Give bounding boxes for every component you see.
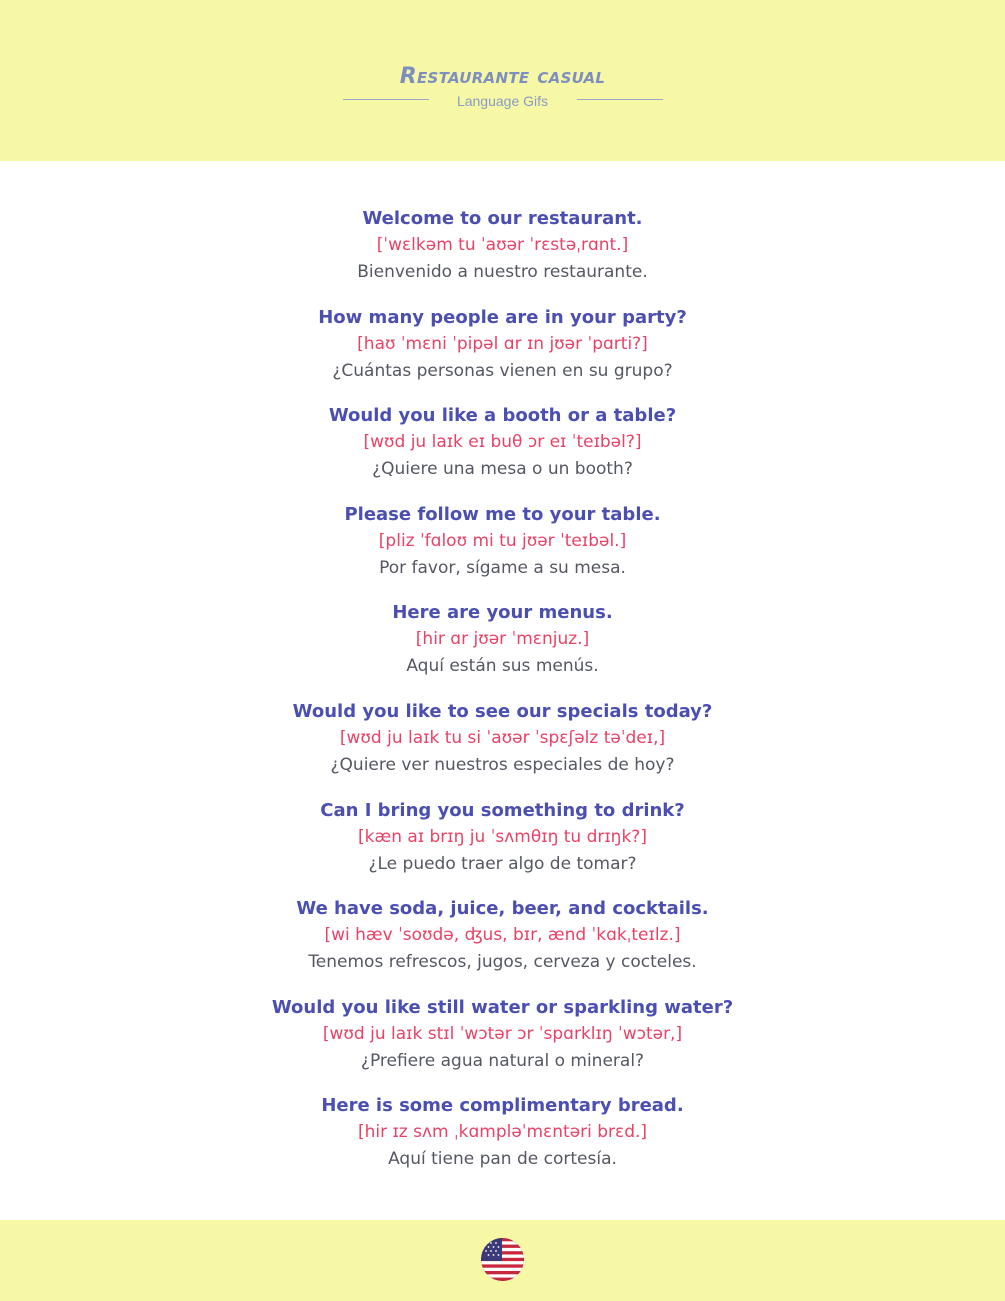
spanish-translation: Bienvenido a nuestro restaurante. <box>357 262 648 282</box>
ipa-transcription: [wʊd ju laɪk stɪl ˈwɔtər ɔr ˈspɑrklɪŋ ˈwɔtər,] <box>322 1023 683 1044</box>
english-phrase: Here are your menus. <box>392 602 613 624</box>
spanish-translation: ¿Quiere ver nuestros especiales de hoy? <box>330 754 675 775</box>
english-phrase: Would you like a booth or a table? <box>328 405 677 427</box>
spanish-translation: ¿Le puedo traer algo de tomar? <box>368 853 637 874</box>
spanish-translation: Aquí tiene pan de cortesía. <box>388 1149 617 1170</box>
ipa-transcription: [hir ɪz sʌm ˌkɑmpləˈmɛntəri brɛd.] <box>357 1122 648 1143</box>
phrase-item <box>0 798 1005 897</box>
ipa-transcription: [ˈwɛlkəm tu ˈaʊər ˈrɛstəˌrɑnt.] <box>376 235 629 255</box>
ipa-transcription: [pliz ˈfɑloʊ mi tu jʊər ˈteɪbəl.] <box>378 530 627 551</box>
ipa-transcription: [haʊ ˈmɛni ˈpipəl ɑr ɪn jʊər ˈpɑrti?] <box>357 333 648 354</box>
phrase-list <box>0 206 1005 1192</box>
spanish-translation: Por favor, sígame a su mesa. <box>379 557 626 578</box>
ipa-transcription: [wi hæv ˈsoʊdə, ʤus, bɪr, ænd ˈkɑkˌteɪlz.] <box>324 925 681 946</box>
phrase-item <box>0 502 1005 601</box>
phrase-item <box>0 995 1005 1094</box>
spanish-translation: ¿Prefiere agua natural o mineral? <box>360 1050 645 1071</box>
english-phrase: How many people are in your party? <box>318 306 687 328</box>
footer-band <box>0 1220 1005 1301</box>
english-phrase: Please follow me to your table. <box>344 503 661 525</box>
english-phrase: Can I bring you something to drink? <box>320 799 685 821</box>
ipa-transcription: [wʊd ju laɪk tu si ˈaʊər ˈspɛʃəlz təˈdeɪ,] <box>339 727 666 748</box>
phrase-item <box>0 206 1005 305</box>
english-phrase: Would you like to see our specials today? <box>292 700 713 722</box>
page-subtitle: Language Gifs <box>456 93 549 109</box>
page-title: Restaurante casual <box>399 64 606 89</box>
spanish-translation: ¿Cuántas personas vienen en su grupo? <box>332 360 673 381</box>
english-phrase: Would you like still water or sparkling water? <box>271 996 734 1018</box>
phrase-item <box>0 403 1005 502</box>
phrase-item <box>0 1093 1005 1192</box>
ipa-transcription: [wʊd ju laɪk eɪ buθ ɔr eɪ ˈteɪbəl?] <box>363 432 642 453</box>
header-band <box>0 0 1005 161</box>
us-flag-icon[interactable] <box>481 1238 524 1281</box>
phrase-item <box>0 600 1005 699</box>
english-phrase: Welcome to our restaurant. <box>362 208 643 229</box>
phrase-item <box>0 896 1005 995</box>
ipa-transcription: [kæn aɪ brɪŋ ju ˈsʌmθɪŋ tu drɪŋk?] <box>358 826 647 847</box>
phrase-item <box>0 699 1005 798</box>
ipa-transcription: [hir ɑr jʊər ˈmɛnjuz.] <box>415 629 590 650</box>
subtitle-rule-right <box>577 99 663 100</box>
spanish-translation: ¿Quiere una mesa o un booth? <box>372 459 633 480</box>
english-phrase: We have soda, juice, beer, and cocktails. <box>296 898 709 920</box>
spanish-translation: Aquí están sus menús. <box>406 656 599 677</box>
spanish-translation: Tenemos refrescos, jugos, cerveza y cocteles. <box>308 952 697 973</box>
subtitle-row <box>0 91 1005 110</box>
phrase-item <box>0 305 1005 404</box>
english-phrase: Here is some complimentary bread. <box>321 1095 684 1117</box>
